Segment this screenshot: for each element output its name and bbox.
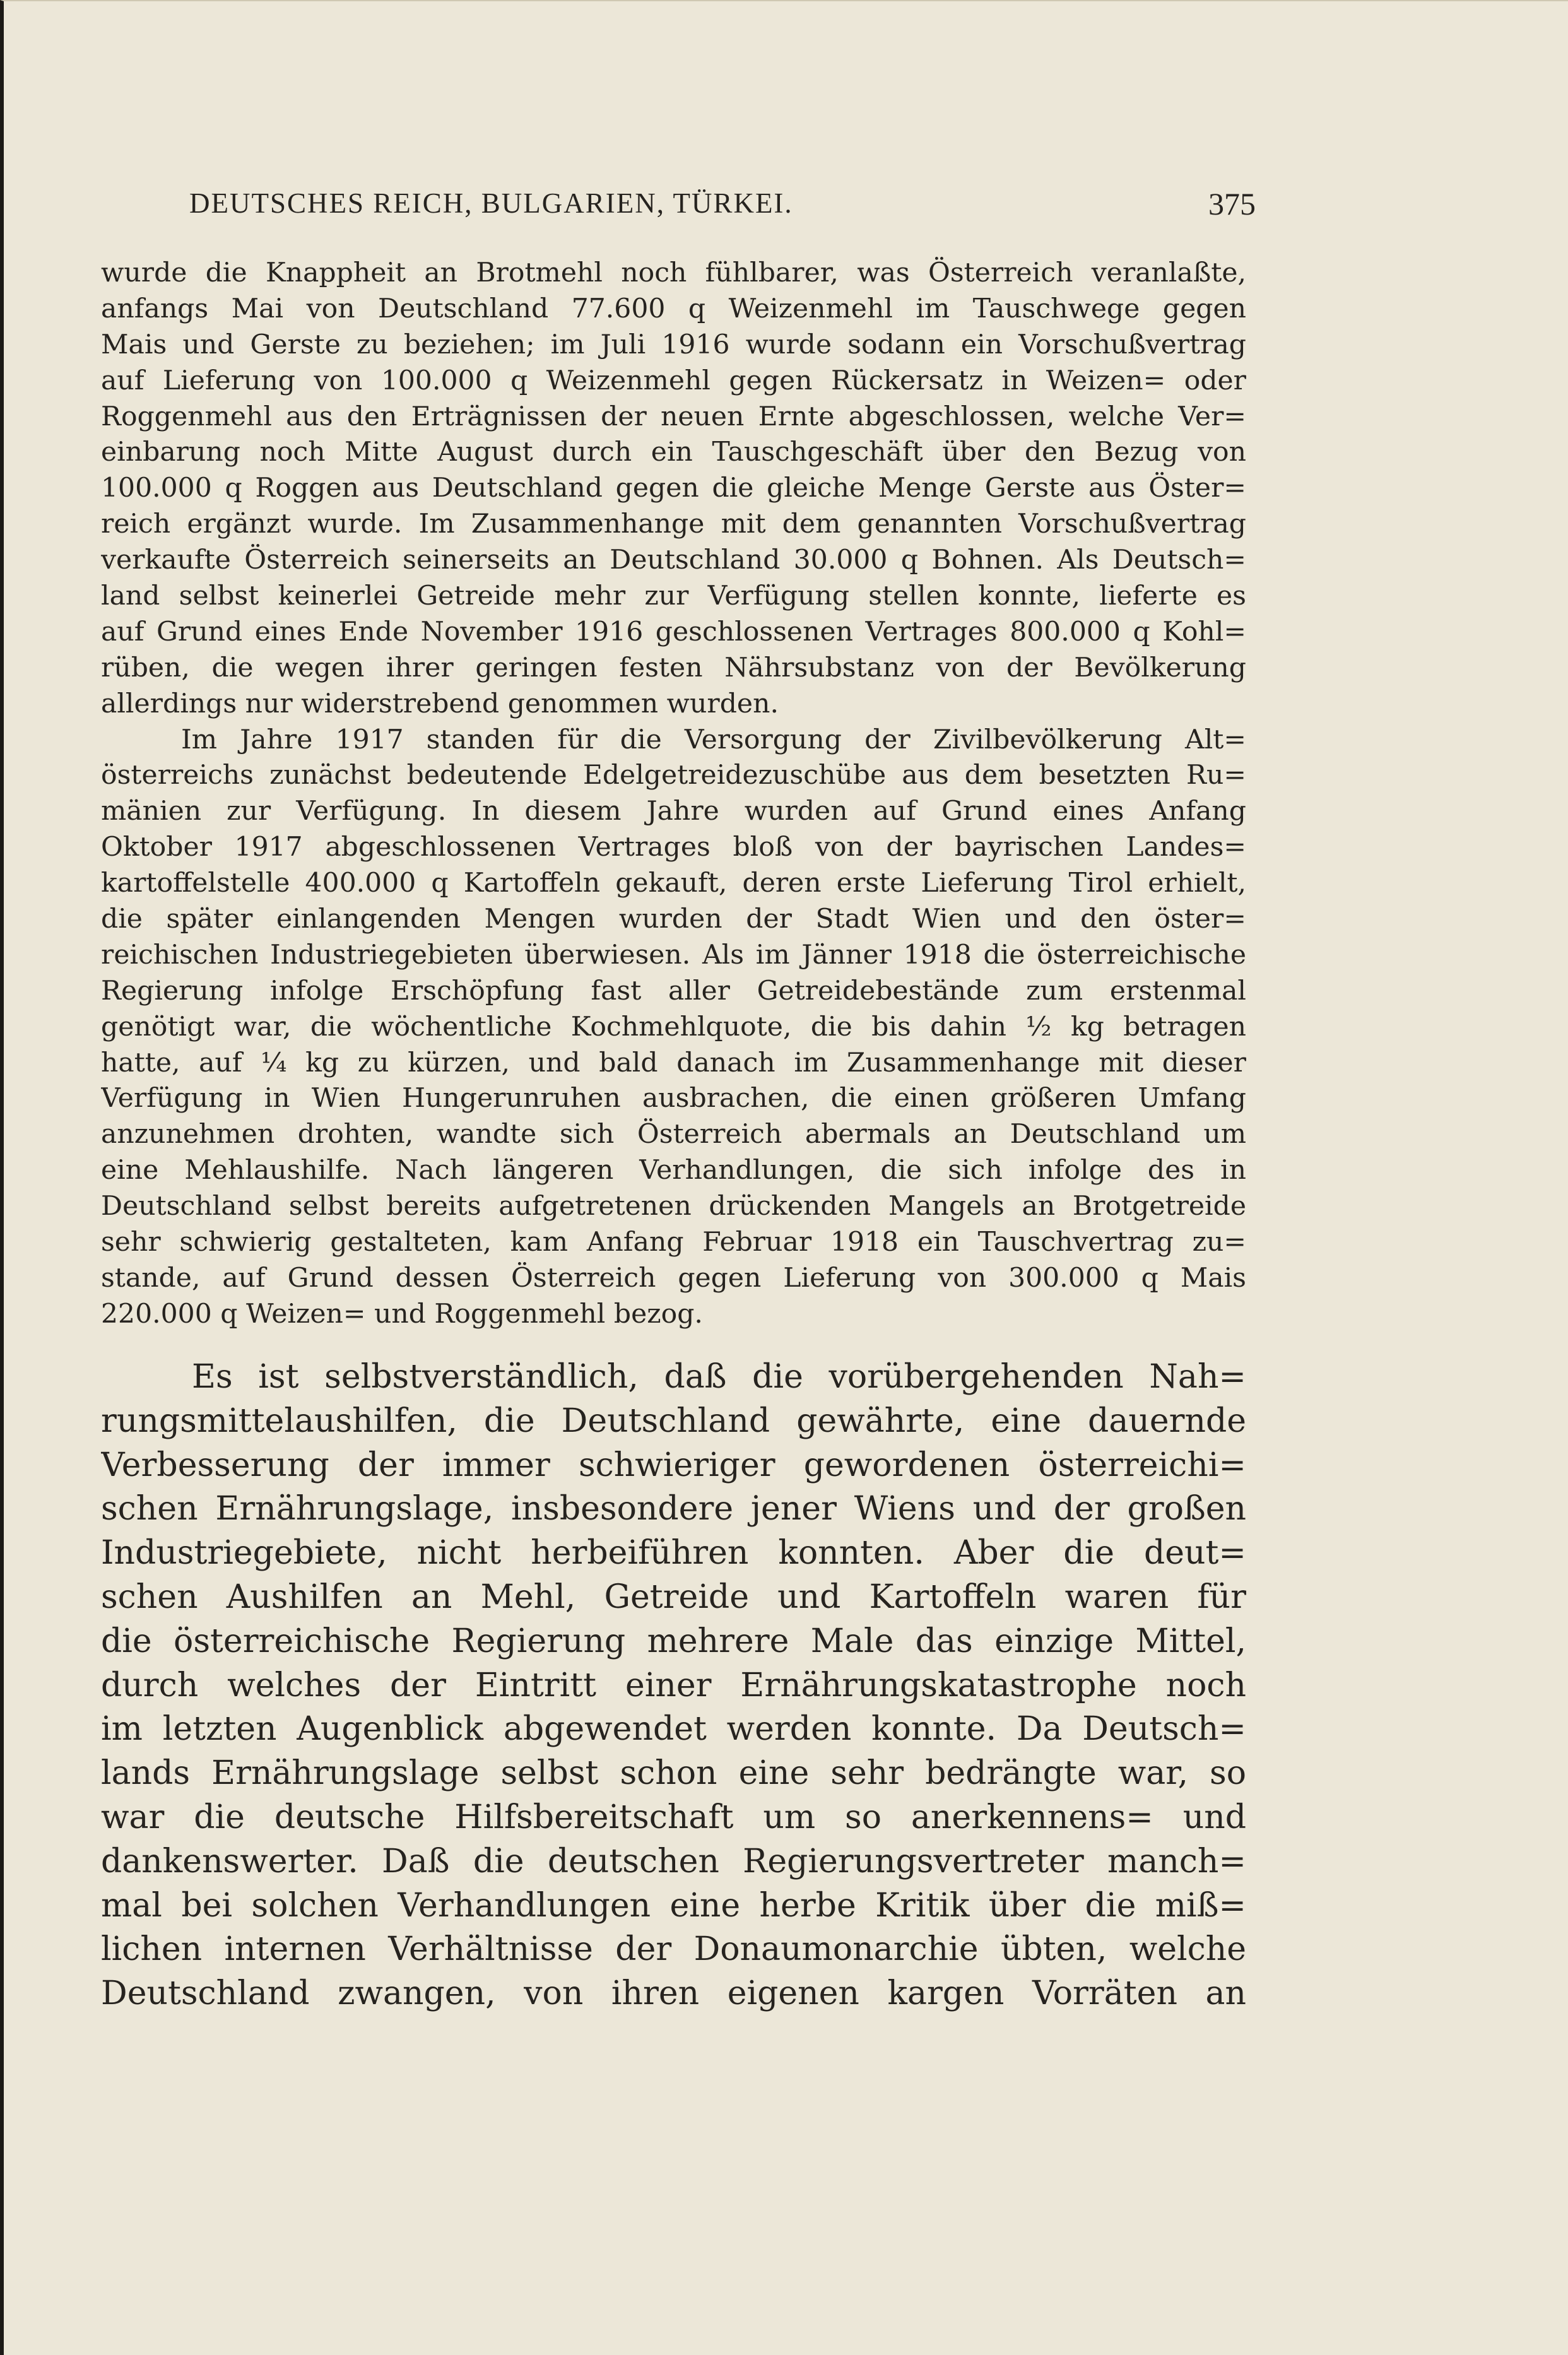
small-print-text	[101, 256, 1246, 1333]
text-line: Verfügung in Wien Hungerunruhen ausbrachen, die einen größeren Umfang	[101, 1083, 1246, 1114]
text-line: einbarung noch Mitte August durch ein Tauschgeschäft über den Bezug von	[101, 437, 1246, 468]
paragraph-3	[101, 1355, 1246, 2016]
text-line: schen Ernährungslage, insbesondere jener Wiens und der großen	[101, 1490, 1246, 1528]
text-line: land selbst keinerlei Getreide mehr zur Verfügung stellen konnte, lieferte es	[101, 581, 1246, 612]
page-header	[189, 187, 1256, 237]
text-line: stande, auf Grund dessen Österreich gegen Lieferung von 300.000 q Mais	[101, 1262, 1246, 1294]
text-line: anzunehmen drohten, wandte sich Österreich abermals an Deutschland um	[101, 1119, 1246, 1150]
paragraph-2	[101, 723, 1246, 1333]
text-line: österreichs zunächst bedeutende Edelgetreidezuschübe aus dem besetzten Ru=	[101, 760, 1246, 791]
paragraph-1	[101, 256, 1246, 723]
text-line: schen Aushilfen an Mehl, Getreide und Kartoffeln waren für	[101, 1578, 1246, 1616]
text-line: reich ergänzt wurde. Im Zusammenhange mit dem genannten Vorschußvertrag	[101, 509, 1246, 540]
text-line: genötigt war, die wöchentliche Kochmehlquote, die bis dahin ½ kg betragen	[101, 1011, 1246, 1042]
text-line: auf Grund eines Ende November 1916 geschlossenen Vertrages 800.000 q Kohl=	[101, 616, 1246, 647]
text-line: verkaufte Österreich seinerseits an Deutschland 30.000 q Bohnen. Als Deutsch=	[101, 545, 1246, 576]
text-line: Oktober 1917 abgeschlossenen Vertrages bloß von der bayrischen Landes=	[101, 832, 1246, 863]
text-line: mänien zur Verfügung. In diesem Jahre wurden auf Grund eines Anfang	[101, 796, 1246, 827]
text-line: rungsmittelaushilfen, die Deutschland gewährte, eine dauernde	[101, 1402, 1246, 1440]
text-line: lands Ernährungslage selbst schon eine sehr bedrängte war, so	[101, 1754, 1246, 1793]
text-line: mal bei solchen Verhandlungen eine herbe Kritik über die miß=	[101, 1886, 1246, 1925]
text-line: Deutschland selbst bereits aufgetretenen drückenden Mangels an Brotgetreide	[101, 1191, 1246, 1222]
text-line: die später einlangenden Mengen wurden der Stadt Wien und den öster=	[101, 904, 1246, 935]
text-line: auf Lieferung von 100.000 q Weizenmehl gegen Rückersatz in Weizen= oder	[101, 365, 1246, 396]
text-line: dankenswerter. Daß die deutschen Regierungsvertreter manch=	[101, 1842, 1246, 1880]
page-number: 375	[1208, 186, 1256, 221]
text-line: rüben, die wegen ihrer geringen festen Nährsubstanz von der Bevölkerung	[101, 652, 1246, 683]
running-title: DEUTSCHES REICH, BULGARIEN, TÜRKEI.	[189, 187, 793, 219]
text-line: die österreichische Regierung mehrere Male das einzige Mittel,	[101, 1622, 1246, 1660]
text-line: Regierung infolge Erschöpfung fast aller Getreidebestände zum erstenmal	[101, 975, 1246, 1006]
text-line: im letzten Augenblick abgewendet werden konnte. Da Deutsch=	[101, 1710, 1246, 1749]
text-line: Es ist selbstverständlich, daß die vorübergehenden Nah=	[192, 1358, 1246, 1396]
large-print-text	[101, 1355, 1246, 2016]
text-line: reichischen Industriegebieten überwiesen. Als im Jänner 1918 die österreichische	[101, 939, 1246, 971]
text-line: durch welches der Eintritt einer Ernährungskatastrophe noch	[101, 1666, 1246, 1704]
text-line: Mais und Gerste zu beziehen; im Juli 1916 wurde sodann ein Vorschußvertrag	[101, 329, 1246, 360]
text-line: eine Mehlaushilfe. Nach längeren Verhandlungen, die sich infolge des in	[101, 1155, 1246, 1186]
text-line: kartoffelstelle 400.000 q Kartoffeln gekauft, deren erste Lieferung Tirol erhielt,	[101, 868, 1246, 899]
text-line: Im Jahre 1917 standen für die Versorgung der Zivilbevölkerung Alt=	[181, 724, 1246, 755]
text-line: wurde die Knappheit an Brotmehl noch fühlbarer, was Österreich veranlaßte,	[101, 257, 1246, 288]
text-line: anfangs Mai von Deutschland 77.600 q Weizenmehl im Tauschwege gegen	[101, 293, 1246, 324]
text-line: 220.000 q Weizen= und Roggenmehl bezog.	[101, 1298, 703, 1330]
text-line: 100.000 q Roggen aus Deutschland gegen die gleiche Menge Gerste aus Öster=	[101, 473, 1246, 504]
text-line: hatte, auf ¼ kg zu kürzen, und bald danach im Zusammenhange mit dieser	[101, 1047, 1246, 1078]
text-line: Deutschland zwangen, von ihren eigenen kargen Vorräten an	[101, 1974, 1246, 2013]
text-line: Roggenmehl aus den Erträgnissen der neuen Ernte abgeschlossen, welche Ver=	[101, 401, 1246, 432]
text-line: Verbesserung der immer schwieriger gewordenen österreichi=	[101, 1446, 1246, 1484]
text-line: Industriegebiete, nicht herbeiführen konnten. Aber die deut=	[101, 1534, 1246, 1573]
text-line: allerdings nur widerstrebend genommen wurden.	[101, 688, 779, 719]
text-line: lichen internen Verhältnisse der Donaumonarchie übten, welche	[101, 1930, 1246, 1969]
text-line: sehr schwierig gestalteten, kam Anfang Februar 1918 ein Tauschvertrag zu=	[101, 1227, 1246, 1258]
text-line: war die deutsche Hilfsbereitschaft um so anerkennens= und	[101, 1798, 1246, 1836]
